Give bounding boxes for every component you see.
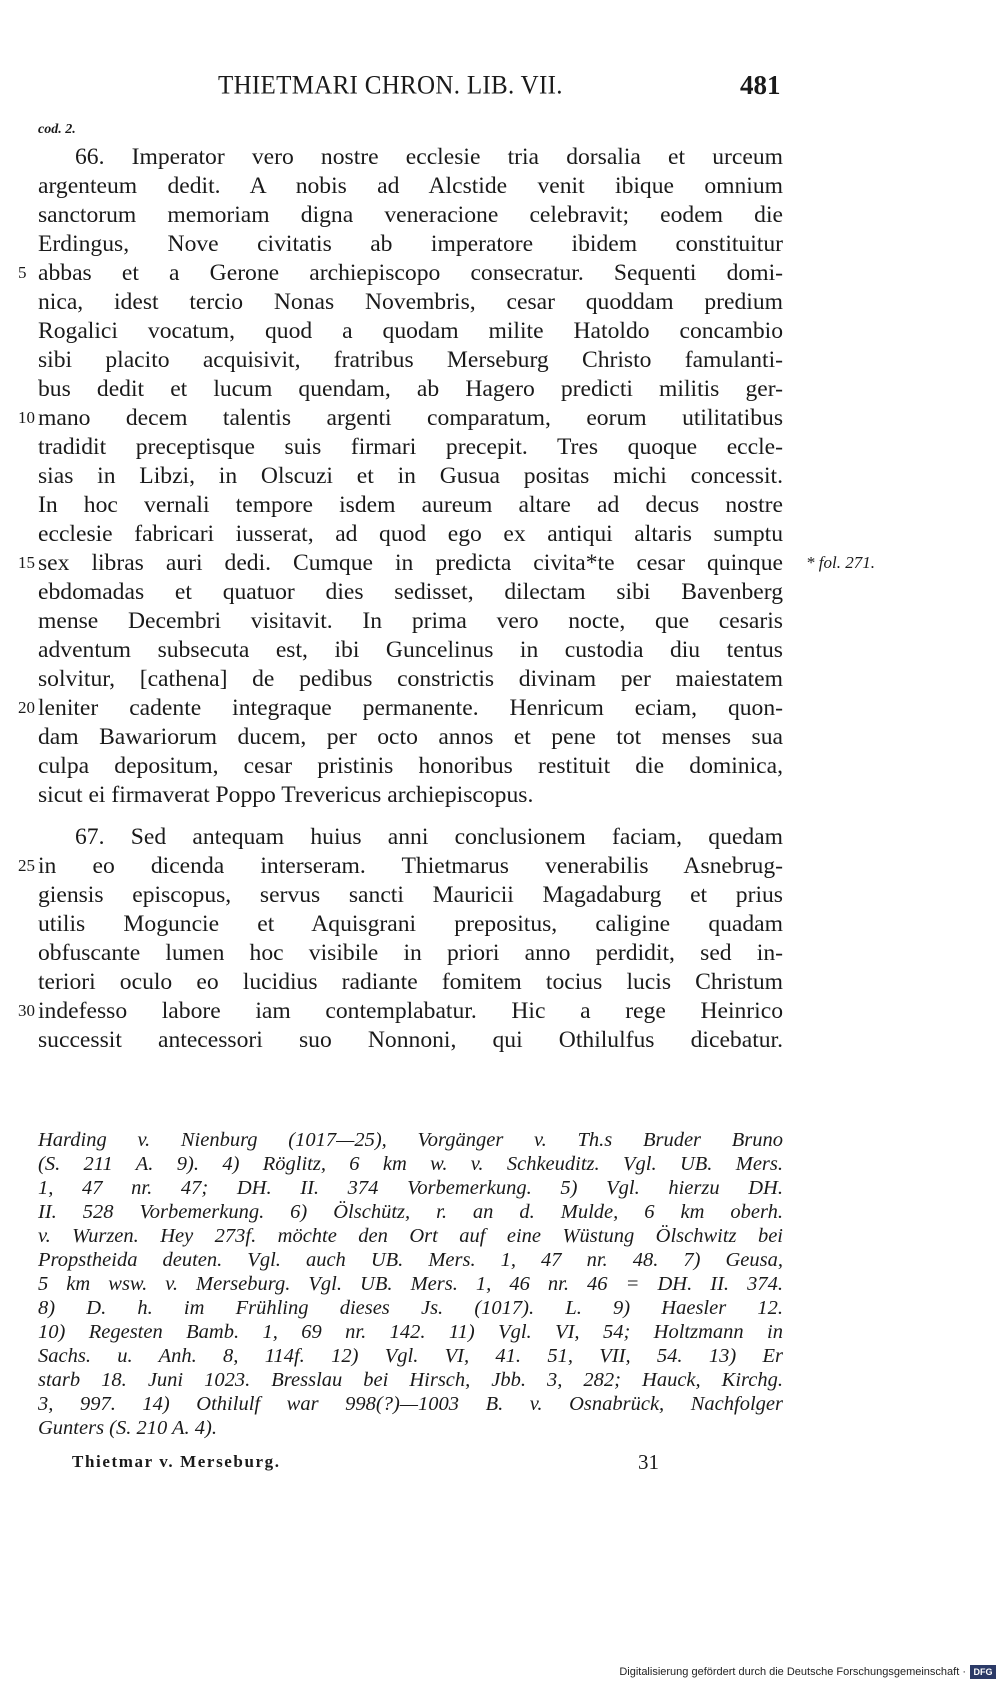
text-line: 66. Imperator vero nostre ecclesie tria dorsalia et urceum	[75, 144, 783, 170]
page-number: 481	[740, 70, 781, 100]
text-line: obfuscante lumen hoc visibile in priori anno perdidit, sed in-	[38, 940, 783, 966]
text-line: teriori oculo eo lucidius radiante fomitem tocius lucis Christum	[38, 969, 783, 995]
footnote-line: II. 528 Vorbemerkung. 6) Ölschütz, r. an d. Mulde, 6 km oberh.	[38, 1201, 783, 1223]
text-line: tradidit preceptisque suis firmari precepit. Tres quoque eccle-	[38, 434, 783, 460]
footnote-line: starb 18. Juni 1023. Bresslau bei Hirsch, Jbb. 3, 282; Hauck, Kirchg.	[38, 1369, 783, 1391]
text-line: sex libras auri dedi. Cumque in predicta civita*te cesar quinque	[38, 550, 783, 576]
signature-line	[0, 1452, 1000, 1482]
footnote-line: v. Wurzen. Hey 273f. möchte den Ort auf eine Wüstung Ölschwitz bei	[38, 1225, 783, 1247]
text-line: Erdingus, Nove civitatis ab imperatore ibidem constituitur	[38, 231, 783, 257]
signature-author: Thietmar v. Merseburg.	[72, 1452, 281, 1471]
dfg-logo-icon: DFG	[970, 1665, 996, 1679]
text-line: successit antecessori suo Nonnoni, qui Othilulfus dicebatur.	[38, 1027, 783, 1053]
text-line: sias in Libzi, in Olscuzi et in Gusua positas michi concessit.	[38, 463, 783, 489]
line-number: 20	[18, 698, 35, 717]
text-line: sanctorum memoriam digna veneracione celebravit; eodem die	[38, 202, 783, 228]
text-line: nica, idest tercio Nonas Novembris, cesar quoddam predium	[38, 289, 783, 315]
text-line: sicut ei firmaverat Poppo Trevericus archiepiscopus.	[38, 782, 534, 808]
text-line: adventum subsecuta est, ibi Guncelinus in custodia diu tentus	[38, 637, 783, 663]
funding-footer	[0, 1664, 1000, 1682]
text-line: Rogalici vocatum, quod a quodam milite Hatoldo concambio	[38, 318, 783, 344]
text-line: mense Decembri visitavit. In prima vero nocte, que cesaris	[38, 608, 783, 634]
text-line: In hoc vernali tempore isdem aureum altare ad decus nostre	[38, 492, 783, 518]
footnote-line: 3, 997. 14) Othilulf war 998(?)—1003 B. v. Osnabrück, Nachfolger	[38, 1393, 783, 1415]
text-line: culpa depositum, cesar pristinis honoribus restituit die dominica,	[38, 753, 783, 779]
footnote-line: 5 km wsw. v. Merseburg. Vgl. UB. Mers. 1, 46 nr. 46 = DH. II. 374.	[38, 1273, 783, 1295]
running-head	[0, 68, 1000, 108]
line-number: 15	[18, 553, 35, 572]
text-line: 67. Sed antequam huius anni conclusionem faciam, quedam	[75, 824, 783, 850]
text-line: ecclesie fabricari iusserat, ad quod ego ex antiqui altaris sumptu	[38, 521, 783, 547]
footnote-line: (S. 211 A. 9). 4) Röglitz, 6 km w. v. Schkeuditz. Vgl. UB. Mers.	[38, 1153, 783, 1175]
line-number: 30	[18, 1001, 35, 1020]
footnote-line: 10) Regesten Bamb. 1, 69 nr. 142. 11) Vgl. VI, 54; Holtzmann in	[38, 1321, 783, 1343]
text-line: abbas et a Gerone archiepiscopo consecratur. Sequenti domi-	[38, 260, 783, 286]
text-line: bus dedit et lucum quendam, ab Hagero predicti militis ger-	[38, 376, 783, 402]
footnote-line: Sachs. u. Anh. 8, 114f. 12) Vgl. VI, 41. 51, VII, 54. 13) Er	[38, 1345, 783, 1367]
line-number: 10	[18, 408, 35, 427]
line-number: 5	[18, 263, 27, 282]
footnote-line: Harding v. Nienburg (1017—25), Vorgänger v. Th.s Bruder Bruno	[38, 1129, 783, 1151]
text-line: indefesso labore iam contemplabatur. Hic a rege Heinrico	[38, 998, 783, 1024]
footnote-line: 8) D. h. im Frühling dieses Js. (1017). L. 9) Haesler 12.	[38, 1297, 783, 1319]
text-line: argenteum dedit. A nobis ad Alcstide venit ibique omnium	[38, 173, 783, 199]
text-line: dam Bawariorum ducem, per octo annos et pene tot menses sua	[38, 724, 783, 750]
text-line: giensis episcopus, servus sancti Mauricii Magadaburg et prius	[38, 882, 783, 908]
line-number: 25	[18, 856, 35, 875]
text-line: sibi placito acquisivit, fratribus Merseburg Christo famulanti-	[38, 347, 783, 373]
footnote-line: 1, 47 nr. 47; DH. II. 374 Vorbemerkung. 5) Vgl. hierzu DH.	[38, 1177, 783, 1199]
text-line: mano decem talentis argenti comparatum, eorum utilitatibus	[38, 405, 783, 431]
text-line: in eo dicenda interseram. Thietmarus venerabilis Asnebrug-	[38, 853, 783, 879]
text-line: ebdomadas et quatuor dies sedisset, dilectam sibi Bavenberg	[38, 579, 783, 605]
funding-note: Digitalisierung gefördert durch die Deutsche Forschungsgemeinschaft ·	[619, 1666, 966, 1678]
signature-sheet-number: 31	[638, 1450, 659, 1474]
footnote-line: Propstheida deuten. Vgl. auch UB. Mers. 1, 47 nr. 48. 7) Geusa,	[38, 1249, 783, 1271]
codex-note: cod. 2.	[38, 122, 76, 137]
text-line: solvitur, [cathena] de pedibus constrictis divinam per maiestatem	[38, 666, 783, 692]
text-line: leniter cadente integraque permanente. Henricum eciam, quon-	[38, 695, 783, 721]
footnote-line: Gunters (S. 210 A. 4).	[38, 1417, 217, 1439]
running-title: THIETMARI CHRON. LIB. VII.	[218, 71, 563, 100]
folio-margin-note: * fol. 271.	[806, 553, 875, 572]
text-line: utilis Moguncie et Aquisgrani prepositus, caligine quadam	[38, 911, 783, 937]
